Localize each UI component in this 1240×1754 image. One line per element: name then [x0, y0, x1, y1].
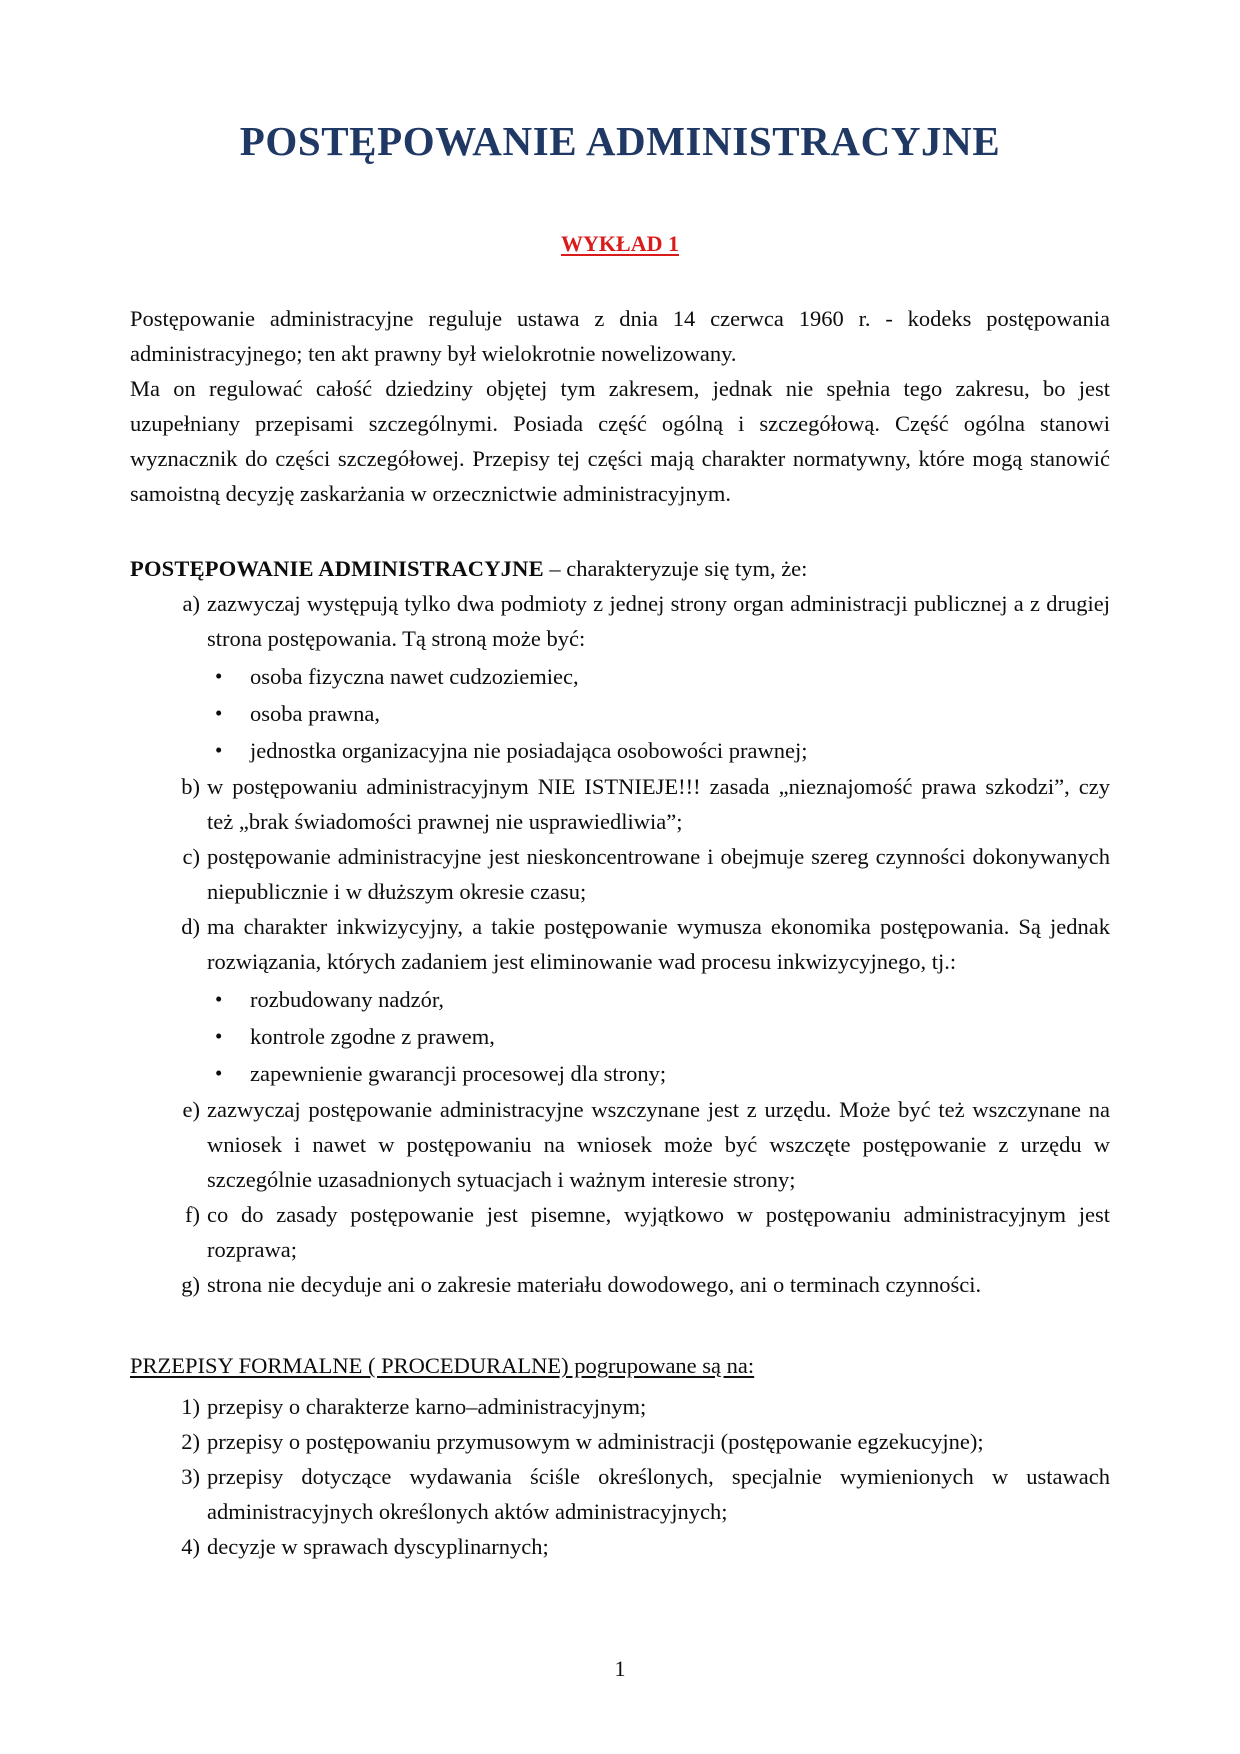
- lecture-heading: WYKŁAD 1: [561, 231, 679, 257]
- list-item: • zapewnienie gwarancji procesowej dla strony;: [207, 1055, 1110, 1092]
- list-item-text: zazwyczaj postępowanie administracyjne wszczynane jest z urzędu. Może być też wszczynane na wniosek i nawet w postępowaniu na wniosek może być wszczęte postępowanie z urzędu w szczególnie uzasadnionych sytuacjach i ważnym interesie strony;: [207, 1097, 1110, 1193]
- sub-bullet-list: [207, 658, 1110, 769]
- przepisy-list: [130, 1389, 1110, 1564]
- list-item-text: zazwyczaj występują tylko dwa podmioty z jednej strony organ administracji publicznej a z drugiej strona postępowania. Tą stroną może być:: [207, 591, 1110, 652]
- sub-bullet-list: [207, 981, 1110, 1092]
- list-item-text: co do zasady postępowanie jest pisemne, wyjątkowo w postępowaniu administracyjnym jest rozprawa;: [207, 1202, 1110, 1263]
- list-item: [130, 586, 1110, 769]
- admin-section-heading-rest: – charakteryzuje się tym, że:: [543, 556, 808, 582]
- admin-section-heading-strong: POSTĘPOWANIE ADMINISTRACYJNE: [130, 556, 544, 582]
- list-item-text: ma charakter inkwizycyjny, a takie postępowanie wymusza ekonomika postępowania. Są jednak rozwiązania, których zadaniem jest eliminowanie wad procesu inkwizycyjnego, tj.:: [207, 914, 1110, 975]
- list-item: • rozbudowany nadzór,: [207, 981, 1110, 1018]
- list-item: przepisy dotyczące wydawania ściśle określonych, specjalnie wymienionych w ustawach administracyjnych określonych aktów administracyjnych;: [207, 1464, 1110, 1525]
- list-item: • jednostka organizacyjna nie posiadająca osobowości prawnej;: [207, 732, 1110, 769]
- admin-characteristics-list: [130, 586, 1110, 1302]
- intro-paragraph-2: Ma on regulować całość dziedziny objętej tym zakresem, jednak nie spełnia tego zakresu, bo jest uzupełniany przepisami szczególnymi. Posiada część ogólną i szczegółową. Część ogólna stanowi wyznacznik do części szczegółowej. Przepisy tej części mają charakter normatywny, które mogą stanowić samoistną decyzję zaskarżania w orzecznictwie administracyjnym.: [130, 376, 1110, 507]
- list-item-text: w postępowaniu administracyjnym NIE ISTNIEJE!!! zasada „nieznajomość prawa szkodzi”, czy też „brak świadomości prawnej nie usprawiedliwia”;: [207, 774, 1110, 835]
- list-item: przepisy o charakterze karno–administracyjnym;: [207, 1394, 647, 1420]
- intro-paragraph-1: Postępowanie administracyjne reguluje ustawa z dnia 14 czerwca 1960 r. - kodeks postępowania administracyjnego; ten akt prawny był wielokrotnie nowelizowany.: [130, 306, 1110, 367]
- list-item: • osoba prawna,: [207, 695, 1110, 732]
- admin-section-heading: [130, 551, 1110, 586]
- list-item: decyzje w sprawach dyscyplinarnych;: [207, 1534, 549, 1560]
- list-item: [130, 1092, 1110, 1197]
- page-title: POSTĘPOWANIE ADMINISTRACYJNE: [239, 118, 1001, 164]
- list-item: • kontrole zgodne z prawem,: [207, 1018, 1110, 1055]
- page-number: 1: [614, 1656, 626, 1681]
- list-item-text: strona nie decyduje ani o zakresie materiału dowodowego, ani o terminach czynności.: [207, 1272, 982, 1298]
- intro-paragraphs: [130, 301, 1110, 511]
- list-item: [130, 1197, 1110, 1267]
- list-item: przepisy o postępowaniu przymusowym w administracji (postępowanie egzekucyjne);: [207, 1429, 984, 1455]
- list-item: • osoba fizyczna nawet cudzoziemiec,: [207, 658, 1110, 695]
- list-item-text: postępowanie administracyjne jest nieskoncentrowane i obejmuje szereg czynności dokonywanych niepublicznie i w dłuższym okresie czasu;: [207, 844, 1110, 905]
- list-item: [130, 909, 1110, 1092]
- przepisy-section-heading: PRZEPISY FORMALNE ( PROCEDURALNE) pogrupowane są na:: [130, 1353, 755, 1379]
- list-item: [130, 1267, 1110, 1302]
- list-item: [130, 839, 1110, 909]
- list-item: [130, 769, 1110, 839]
